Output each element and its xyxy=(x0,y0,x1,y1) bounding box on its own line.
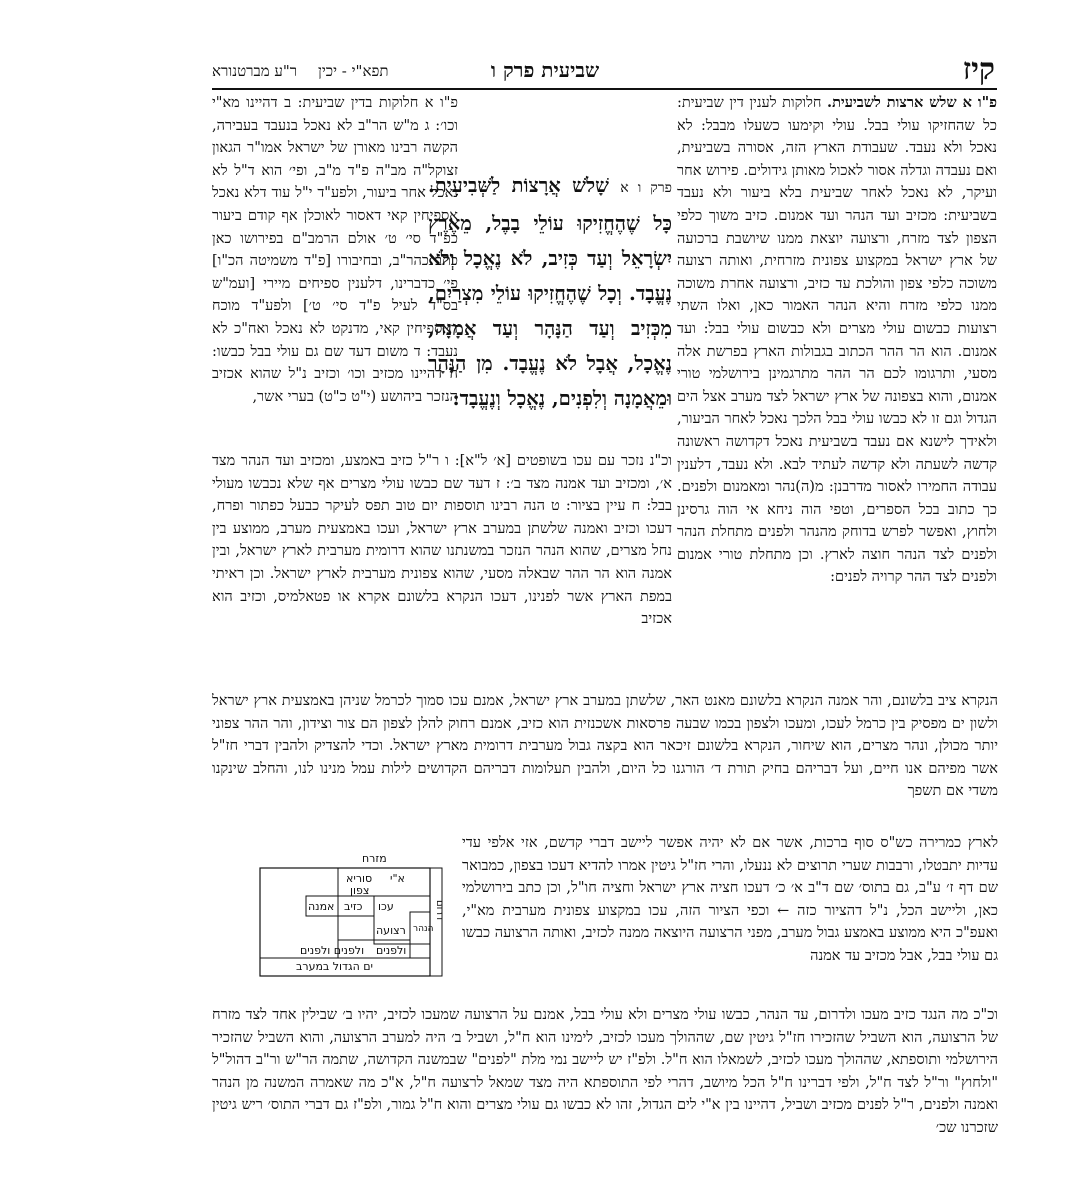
tiferet-mid-commentary xyxy=(212,450,672,680)
map-akko-label: עכו xyxy=(378,900,394,913)
land-diagram xyxy=(238,852,452,992)
tiferet-mid-text: וכ"נ נזכר עם עכו בשופטים [א׳ ל"א]: ו ר"ל כזיב באמצע, ומכזיב ועד הנהר מצד א׳, ומכזיב ועד אמנה מצד ב׳: ז דעד שם כבשו עולי מצרים אף שלא נכבשו מעולי בבל: ח עיין בציור: ט הנה רבינו תוספות יום טוב תפס לעיקר כבעל כפתור ופרח, דעכו וכזיב ואמנה שלשתן במערב ארץ ישראל, ועכו באמצעית מערב, ממוצע בין נחל מצרים, שהוא הנהר הנזכר במשנתנו שהוא דרומית מערבית לארץ ישראל, ובין אמנה הוא הר ההר שבאלה מסעי, שהוא צפונית מערבית לארץ ישראל. וכן ראיתי במפת הארץ אשר לפנינו, דעכו הנקרא בלשונם אקרא או פטאלמיס, וכזיב הוא אכזיב xyxy=(212,453,672,628)
tiferet-top-text: פ"ו א חלוקות בדין שביעית: ב דהיינו מא"י וכו׳: ג מ"ש הר"ב לא נאכל בנעבד בעבירה, הקשה רבינו מאורן של ישראל אמו"ר הגאון זצוקל"ה מב"ה פ"ד מ"ב, ופי׳ הוא ד"ל לא נאכל אחר ביעור, ולפע"ד י"ל עוד דלא נאכל אספיחין קאי דאסור לאוכלן אף קודם ביעור כפ"ד סי׳ ט׳ אולם הרמב"ם בפירושו כאן כתב כהר"ב, ובחיבורו [פ"ד משמיטה הכ"ו] פי׳ כדברינו, דלענין ספיחים מיירי [ועמ"ש בס"ד לעיל פ"ד סי׳ ט׳] ולפע"ד מוכח דאספיחין קאי, מדנקט לא נאכל ואח"כ לא נעבד: ד משום דעד שם גם עולי בבל כבשו: ה דהיינו מכזיב וכו׳ וכזיב נ"ל שהוא אכזיב הנזכר ביהושע (י"ט כ"ט) בערי אשר, xyxy=(212,95,458,405)
tiferet-bottom xyxy=(212,1004,998,1174)
map-strip-label: רצועה xyxy=(376,924,406,937)
mishnah-text xyxy=(428,168,672,468)
mishnah-body: שָׁלֹשׁ אֲרָצוֹת לַשְּׁבִיעִית. כָּל שֶׁהֶחֱזִיקוּ עוֹלֵי בָבֶל, מֵאֶרֶץ יִשְׂרָאֵל וְעַד כְּזִיב, לֹא נֶאֱכָל וְלֹא נֶעֱבָד. וְכָל שֶׁהֶחֱזִיקוּ עוֹלֵי מִצְרַיִם, מִכְּזִיב וְעַד הַנָּהָר וְעַד אֲמָנָה, נֶאֱכָל, אֲבָל לֹא נֶעֱבָד. מִן הַנָּהָר וּמֵאֲמָנָה וְלִפְנִים, נֶאֱכָל וְנֶעֱבָד: xyxy=(428,174,672,410)
header-rule xyxy=(212,88,997,90)
bartenura-lead: פ"ו א שלש ארצות לשביעית. xyxy=(827,94,997,111)
bartenura-text: חלוקות לענין דין שביעית: כל שהחזיקו עולי בבל. עולי וקימעו כשעלו מבבל: לא נאכל ולא נעבד. שעבודת הארץ הזה, אסורה בשביעית, ואם נעבדה וגדלה אסור לאכול מאותן גידולים. פירוש אחר ועיקר, לא נאכל לאחר שביעית בלא ביעור ולא נעבד בשביעית: מכזיב ועד הנהר ועד אמנום. כזיב משוך כלפי הצפון לצד מזרח, ורצועה יוצאת ממנו שיושבת ברכועה של ארץ ישראל במקצוע צפונית מזרחית, ואותה רצועה משוכה כלפי צפון והולכת עד כזיב, ורצועה אחרת משוכה ממנו כלפי מזרח והיא הנהר האמור כאן, ואלו השתי רצועות כבשום עולי מצרים ולא כבשום עולי בבל: ועד אמנום. הוא הר ההר הכתוב בגבולות הארץ בפרשת אלה מסעי, ותרגומו לכם הר ההר מתרגמינן בירושלמי טורי אמנום, והוא בצפונה של ארץ ישראל לצד מערב אצל הים הגדול וגם זו לא כבשו עולי בבל הלכך נאכל לאחר הביעור, ולאידך לישנא אם נעבד בשביעית נאכל דקדושה ראשונה קדשה לשעתה ולא קדשה לעתיד לבא. ולא נעבד, דלענין עבודה החמירו לאסור מדרבנן: מ(ה)נהר ומאמנום ולפנים. כך כתוב בכל הספרים, וטפי הוה ניחא אי הוה גרסינן ולחוץ, ואפשר לפרש בדוחק מהנהר ולפנים מתחלת הנהר ולפנים לצד הנהר חוצה לארץ. וכן מתחלת טורי אמנום ולפנים לצד ההר קרויה לפנים: xyxy=(677,95,997,586)
map-amana-label: אמנה xyxy=(308,900,335,913)
map-east-label: מזרח xyxy=(362,852,387,865)
map-eretz-yisrael-label: א"י xyxy=(390,872,405,885)
page-number: קיז xyxy=(962,52,995,87)
map-river-label: הנהר xyxy=(413,924,434,934)
header-commentary-label: ר"ע מברטנורא xyxy=(212,62,298,80)
header-year-label: תפא"י - יכין xyxy=(318,62,389,80)
map-syria-label: סוריא xyxy=(346,872,373,885)
full-width-text: הנקרא ציב בלשונם, והר אמנה הנקרא בלשונם מאנט האר, שלשתן במערב ארץ ישראל, אמנם עכו סמוך לכרמל שניהן באמצעית ארץ ישראל ולשון ים מפסיק בין כרמל לעכו, ומעכו ולצפון בכמו שבעה פרסאות אשכנזית הוא כזיב, אמנם רחוק להלן לצפון הם צור וצידון, והר ההר צפוני יותר מכולן, ונהר מצרים, הוא שיחור, הנקרא בלשונם זיכאר הוא בקצה גבול מערבית דרומית מארץ ישראל. וכדי להצדיק ולהבין דברי חז"ל אשר מפיהם אנו חיים, ועל דבריהם בחיק תורת ד׳ הורגנו כל היום, ולהבין תעלומות דבריהם הקדושים לילות עמל מנינו לנו, והחלב שינקנו משדי אם תשפך xyxy=(212,693,998,800)
bottom-text: וכ"כ מה הנגד כזיב מעכו ולדרום, עד הנהר, כבשו עולי מצרים ולא עולי בבל, אמנם על הרצועה שמעכו לכזיב, יהיו ב׳ שבילין אחד לצד מזרח של הרצועה, הוא השביל שהזכירו חז"ל גיטין שם, שההולך מעכו לכזיב, לימינו הוא ח"ל, ושביל ב׳ היה למערב הרצועה, והוא השביל שהזכיר הירושלמי ותוספתא, שההולך מעכו לכזיב, לשמאלו הוא ח"ל. ולפ"ז יש ליישב נמי מלת "לפנים" שבמשנה הקדושה, שתמה הר"ש ור"ב דהול"ל "ולחוץ" ור"ל לצד ח"ל, ולפי דברינו ח"ל הכל מיושב, דהרי לפי התוספתא היה מצד שמאל לרצועה ח"ל, א"כ מה שאמרה המשנה מן הנהר ואמנה ולפנים, ר"ל לפנים מכזיב ושביל, דהיינו בין א"י לים הגדול, זהו לא כבשו גם עולי מצרים והוא ח"ל גמור, ולפ"ז גם דברי התוס׳ ריש גיטין שזכרנו שכ׳ xyxy=(212,1007,998,1136)
tiferet-full-width xyxy=(212,690,998,832)
map-inward-label-1: ולפנים xyxy=(376,944,407,957)
map-south-label: דרום xyxy=(434,900,445,921)
mishnah-prefix: פרק ו א xyxy=(620,180,672,196)
map-inward-label-2: ולפנים ולפנים xyxy=(300,944,365,957)
tiferet-beside-map xyxy=(462,832,998,1004)
map-kziv-label: כזיב xyxy=(344,900,363,913)
map-north-label: צפון xyxy=(350,884,370,897)
page-title: שביעית פרק ו xyxy=(490,58,600,82)
bartenura-commentary xyxy=(677,92,997,670)
beside-map-text: לארץ כמרירה כש"ס סוף ברכות, אשר אם לא יהיה אפשר ליישב דברי קדשם, אזי אלפי עדי עדיות יתבטלו, ורבבות שערי תרוצים לא ננעלו, והרי חז"ל גיטין אמרו להדיא דעכו בצפון, כמבואר שם דף ז׳ ע"ב, גם בתוס׳ שם ד"ב א׳ כ׳ דעכו חציה ארץ ישראל וחציה חו"ל, וכן כתב בירושלמי כאן, וליישב הכל, נ"ל דהציור כזה ← וכפי הציור הזה, עכו במקצוע צפונית מערבית מא"י, ואעפ"כ היא ממוצע באמצע גבול מערב, מפני הרצועה היוצאה ממנה לכזיב, ואותה הרצועה כבשו גם עולי בבל, אבל מכזיב עד אמנה xyxy=(462,835,998,964)
map-west-label: ים הגדול במערב xyxy=(296,960,374,973)
